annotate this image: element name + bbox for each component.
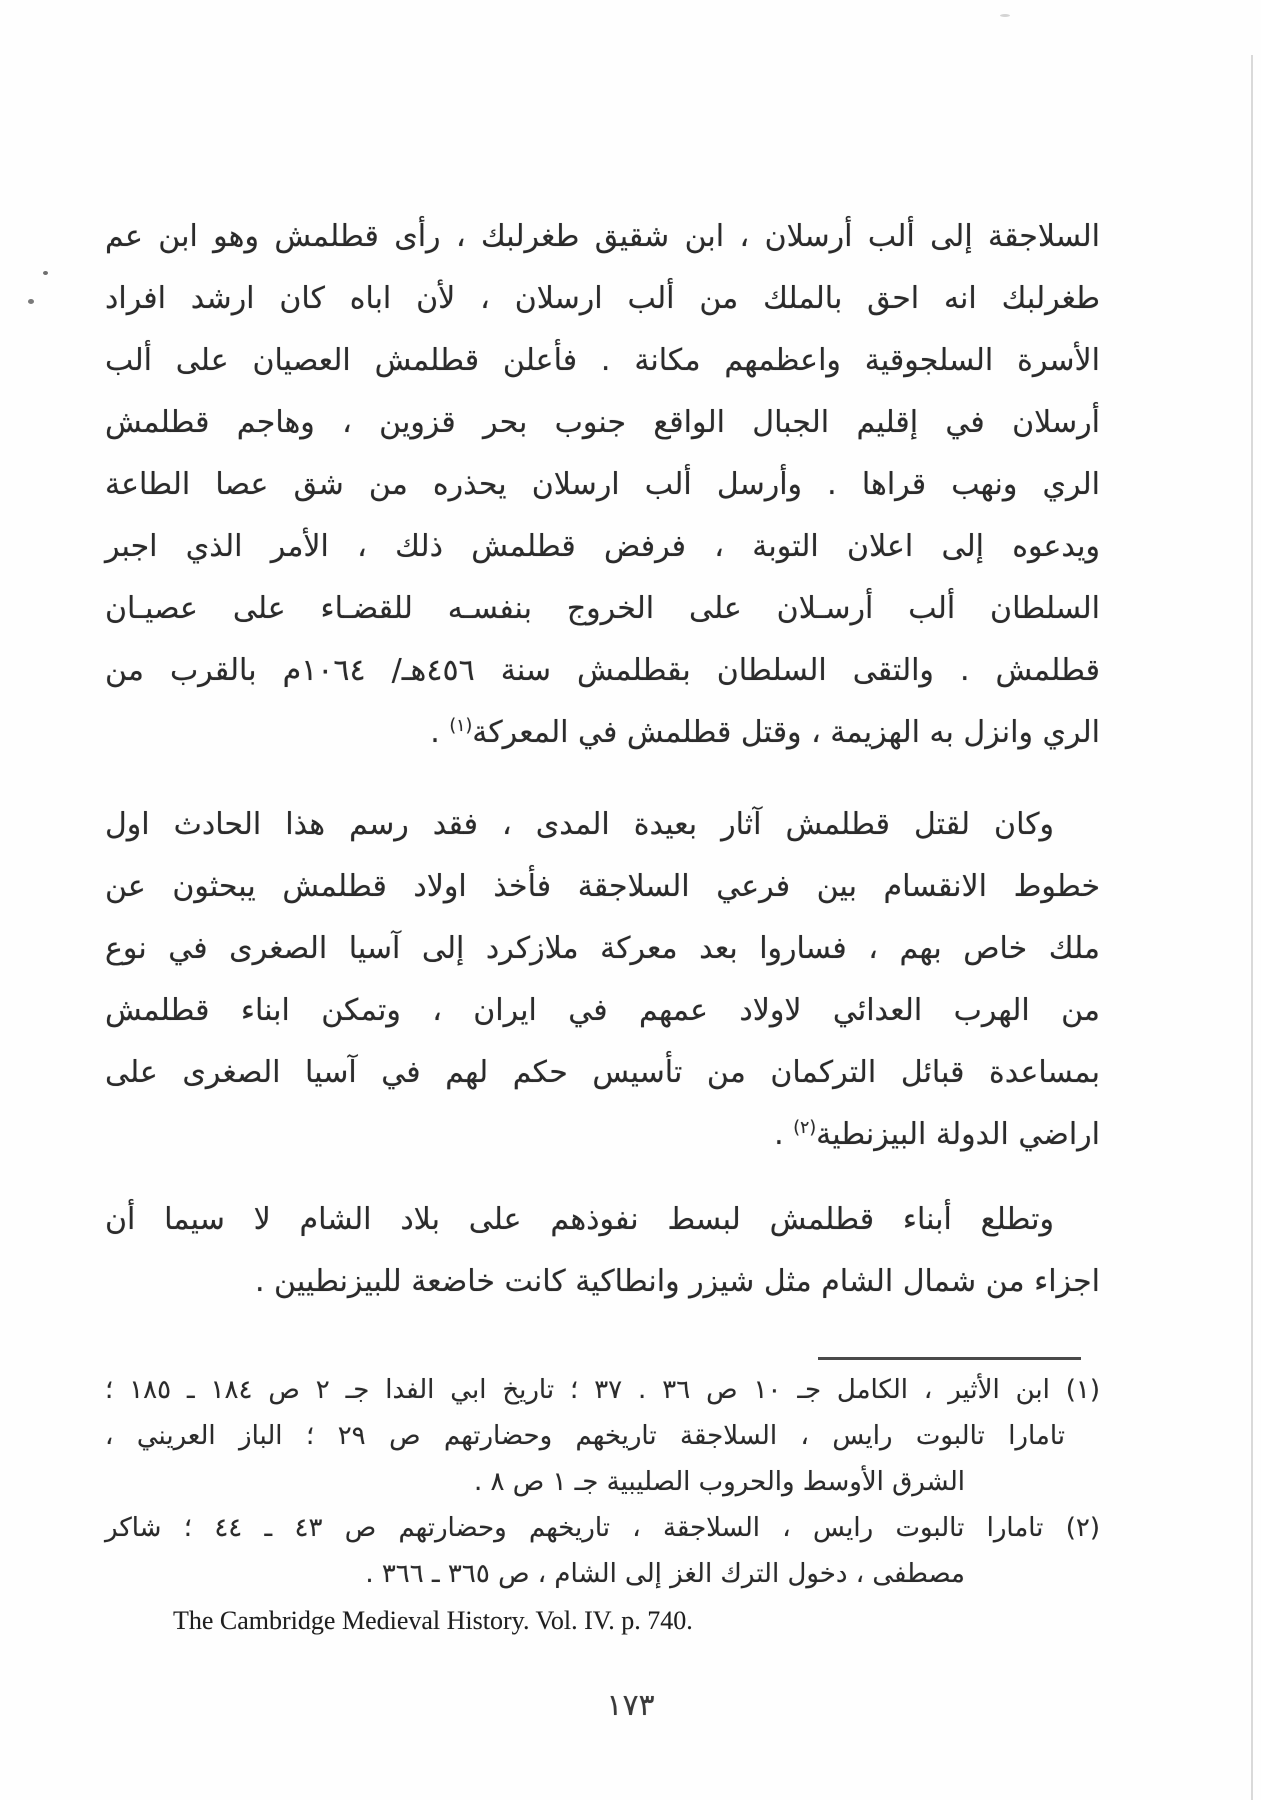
footnote-separator [818, 1357, 1081, 1360]
body-text-line: اجزاء من شمال الشام مثل شيزر وانطاكية كانت خاضعة للبيزنطيين . [254, 1264, 1100, 1299]
scan-speck-artifact [1000, 14, 1010, 17]
footnote-ref: (١) [449, 716, 473, 736]
body-text-line: قطلمش . والتقى السلطان بقطلمش سنة ٤٥٦هـ/ ١٠٦٤م بالقرب من [105, 653, 1100, 688]
scan-speck-artifact [43, 271, 48, 275]
english-citation: The Cambridge Medieval History. Vol. IV. p. 740. [173, 1606, 693, 1635]
body-text-line: الأسرة السلجوقية واعظمهم مكانة . فأعلن قطلمش العصيان على ألب [105, 343, 1100, 378]
scan-speck-artifact [28, 299, 34, 304]
body-text-line: السلاجقة إلى ألب أرسلان ، ابن شقيق طغرلبك ، رأى قطلمش وهو ابن عم [105, 219, 1100, 254]
body-text-line: وكان لقتل قطلمش آثار بعيدة المدى ، فقد رسم هذا الحادث اول [105, 807, 1054, 842]
footnote-line: مصطفى ، دخول الترك الغز إلى الشام ، ص ٣٦٥ ـ ٣٦٦ . [365, 1559, 965, 1589]
body-text-line: ملك خاص بهم ، فساروا بعد معركة ملازكرد إلى آسيا الصغرى في نوع [105, 931, 1100, 966]
body-text-line: من الهرب العدائي لاولاد عمهم في ايران ، وتمكن ابناء قطلمش [105, 993, 1100, 1028]
footnotes [105, 1367, 1100, 1597]
body-text-line: وتطلع أبناء قطلمش لبسط نفوذهم على بلاد الشام لا سيما أن [105, 1202, 1054, 1237]
footnote-line: (٢) تامارا تالبوت رايس ، السلاجقة ، تاريخهم وحضارتهم ص ٤٣ ـ ٤٤ ؛ شاكر [105, 1513, 1100, 1543]
body-text-line: بمساعدة قبائل التركمان من تأسيس حكم لهم في آسيا الصغرى على [105, 1055, 1100, 1090]
scan-edge-artifact [1251, 55, 1253, 1800]
footnote-line: الشرق الأوسط والحروب الصليبية جـ ١ ص ٨ . [473, 1467, 965, 1497]
paragraph [105, 794, 1100, 1166]
body-text-line: الري وانزل به الهزيمة ، وقتل قطلمش في المعركة$^{(١)}$ . [430, 715, 1100, 750]
body-text [105, 206, 1100, 1313]
body-text-line: الري ونهب قراها . وأرسل ألب ارسلان يحذره من شق عصا الطاعة [105, 467, 1100, 502]
body-text-line: ويدعوه إلى اعلان التوبة ، فرفض قطلمش ذلك ، الأمر الذي اجبر [105, 529, 1100, 564]
body-text-line: أرسلان في إقليم الجبال الواقع جنوب بحر قزوين ، وهاجم قطلمش [105, 405, 1100, 440]
body-text-line: اراضي الدولة البيزنطية$^{(٢)}$ . [774, 1117, 1100, 1152]
paragraph [105, 1189, 1100, 1313]
body-text-line: السلطان ألب أرسـلان على الخروج بنفسـه للقضـاء على عصيـان [105, 591, 1100, 626]
footnote-ref: (٢) [793, 1118, 817, 1138]
page-number: ١٧٣ [606, 1688, 655, 1723]
footnote-line: تامارا تالبوت رايس ، السلاجقة تاريخهم وحضارتهم ص ٢٩ ؛ الباز العريني ، [105, 1421, 1065, 1451]
body-text-line: طغرلبك انه احق بالملك من ألب ارسلان ، لأن اباه كان ارشد افراد [105, 281, 1100, 316]
body-text-line: خطوط الانقسام بين فرعي السلاجقة فأخذ اولاد قطلمش يبحثون عن [105, 869, 1100, 904]
paragraph [105, 206, 1100, 764]
footnote-line: (١) ابن الأثير ، الكامل جـ ١٠ ص ٣٦ . ٣٧ ؛ تاريخ ابي الفدا جـ ٢ ص ١٨٤ ـ ١٨٥ ؛ [105, 1375, 1101, 1405]
